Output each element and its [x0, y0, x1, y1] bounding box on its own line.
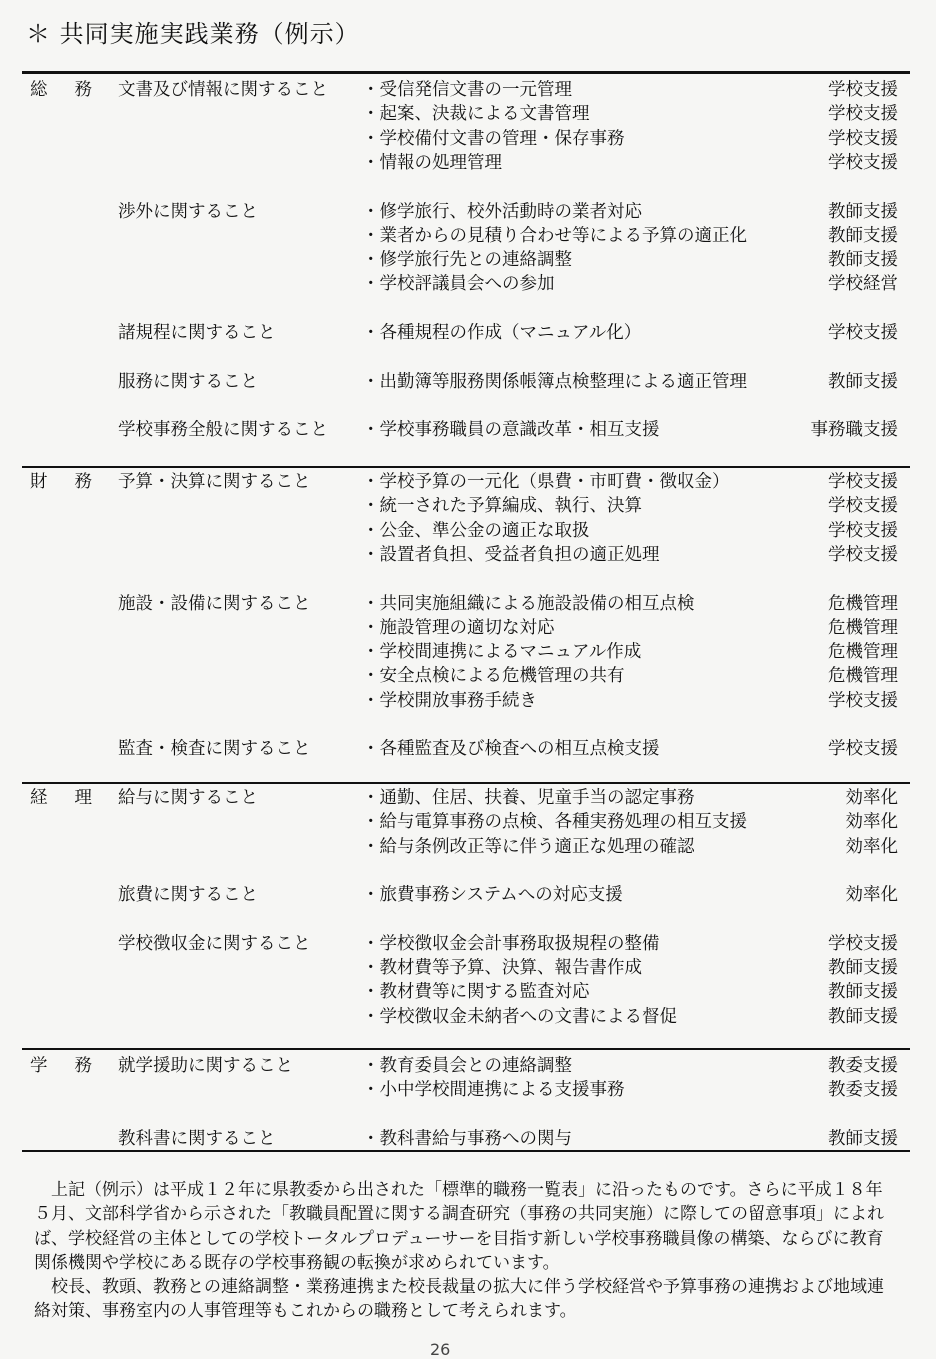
- task-classification: 学校支援: [828, 520, 898, 541]
- section-label-char: 務: [74, 80, 92, 100]
- page-number: 26: [430, 1340, 451, 1359]
- task-classification: 危機管理: [828, 642, 898, 663]
- task-classification: 教委支援: [828, 1056, 898, 1076]
- task-classification: 事務職支援: [810, 420, 898, 441]
- task-item: ・学校徴収金会計事務取扱規程の整備: [362, 933, 660, 954]
- task-classification: 教師支援: [828, 982, 898, 1003]
- task-item: ・公金、準公金の適正な取扱: [362, 520, 590, 541]
- task-classification: 教師支援: [828, 371, 898, 392]
- explanation-text: [34, 1178, 884, 1324]
- task-classification: 危機管理: [828, 617, 898, 638]
- task-classification: 学校支援: [828, 472, 898, 492]
- task-item: ・学校予算の一元化（県費・市町費・徴収金）: [362, 472, 730, 492]
- task-item: ・学校事務職員の意識改革・相互支援: [362, 420, 660, 441]
- group-label: 就学援助に関すること: [118, 1056, 293, 1076]
- table-rule: [22, 782, 910, 784]
- task-item: ・設置者負担、受益者負担の適正処理: [362, 544, 660, 565]
- section-label-char: 総: [30, 80, 48, 100]
- task-item: ・出勤簿等服務関係帳簿点検整理による適正管理: [362, 371, 747, 392]
- task-classification: 教委支援: [828, 1080, 898, 1101]
- task-item: ・給与条例改正等に伴う適正な処理の確認: [362, 836, 695, 857]
- task-item: ・施設管理の適切な対応: [362, 617, 555, 638]
- page-title: ＊ 共同実施実践業務（例示）: [26, 20, 360, 48]
- group-label: 予算・決算に関すること: [118, 472, 311, 492]
- task-item: ・学校間連携によるマニュアル作成: [362, 642, 642, 663]
- table-rule: [22, 71, 910, 74]
- section-label-char: 経: [30, 788, 48, 808]
- section-label: [30, 786, 92, 810]
- task-item: ・業者からの見積り合わせ等による予算の適正化: [362, 225, 747, 246]
- task-item: ・教育委員会との連絡調整: [362, 1056, 572, 1076]
- section-label-char: 務: [74, 1056, 92, 1076]
- task-classification: 教師支援: [828, 225, 898, 246]
- task-classification: 学校支援: [828, 739, 898, 760]
- task-item: ・学校備付文書の管理・保存事務: [362, 128, 625, 149]
- group-label: 旅費に関すること: [118, 885, 258, 906]
- paragraph: 上記（例示）は平成１２年に県教委から出された「標準的職務一覧表」に沿ったものです。さらに平成１８年５月、文部科学省から示された「教職員配置に関する調査研究（事務の共同実施）に際しての留意事項」によれば、学校経営の主体としての学校トータルプロデューサーを目指す新しい学校事務職員像の構築、ならびに教育関係機関や学校にある既存の学校事務観の転換が求められています。: [34, 1180, 884, 1273]
- task-item: ・学校評議員会への参加: [362, 274, 555, 295]
- task-item: ・教科書給与事務への関与: [362, 1128, 572, 1149]
- task-classification: 学校支援: [828, 323, 898, 343]
- task-item: ・起案、決裁による文書管理: [362, 104, 590, 125]
- task-classification: 危機管理: [828, 593, 898, 614]
- group-label: 教科書に関すること: [118, 1128, 276, 1149]
- group-label: 服務に関すること: [118, 371, 258, 392]
- group-label: 施設・設備に関すること: [118, 593, 311, 614]
- task-item: ・受信発信文書の一元管理: [362, 80, 572, 100]
- table-rule: [22, 1048, 910, 1050]
- task-item: ・旅費事務システムへの対応支援: [362, 885, 623, 906]
- task-item: ・各種規程の作成（マニュアル化）: [362, 323, 642, 343]
- task-item: ・教材費等予算、決算、報告書作成: [362, 958, 642, 979]
- section-label: [30, 470, 92, 494]
- paragraph: 校長、教頭、教務との連絡調整・業務連携また校長裁量の拡大に伴う学校経営や予算事務の連携および地域連絡対策、事務室内の人事管理等もこれからの職務として考えられます。: [34, 1277, 884, 1322]
- task-classification: 教師支援: [828, 958, 898, 979]
- group-label: 学校徴収金に関すること: [118, 933, 311, 954]
- section-label-char: 学: [30, 1056, 48, 1076]
- section-label-char: 理: [74, 788, 92, 808]
- group-label: 渉外に関すること: [118, 201, 258, 222]
- task-item: ・修学旅行先との連絡調整: [362, 250, 572, 271]
- task-item: ・共同実施組織による施設設備の相互点検: [362, 593, 695, 614]
- table-rule: [22, 466, 910, 468]
- task-classification: 学校支援: [828, 80, 898, 100]
- task-classification: 危機管理: [828, 666, 898, 687]
- section-label: [30, 1054, 92, 1078]
- section-label: [30, 78, 92, 102]
- task-item: ・統一された予算編成、執行、決算: [362, 496, 642, 517]
- task-classification: 学校支援: [828, 496, 898, 517]
- task-classification: 学校支援: [828, 690, 898, 711]
- task-classification: 効率化: [845, 885, 898, 906]
- task-classification: 学校支援: [828, 128, 898, 149]
- task-classification: 効率化: [845, 812, 898, 833]
- task-item: ・給与電算事務の点検、各種実務処理の相互支援: [362, 812, 747, 833]
- task-classification: 教師支援: [828, 201, 898, 222]
- task-item: ・安全点検による危機管理の共有: [362, 666, 625, 687]
- task-classification: 教師支援: [828, 1128, 898, 1149]
- group-label: 監査・検査に関すること: [118, 739, 311, 760]
- task-classification: 教師支援: [828, 1006, 898, 1027]
- task-classification: 学校支援: [828, 152, 898, 173]
- task-classification: 教師支援: [828, 250, 898, 271]
- task-classification: 学校経営: [828, 274, 898, 295]
- section-label-char: 務: [74, 472, 92, 492]
- task-item: ・修学旅行、校外活動時の業者対応: [362, 201, 642, 222]
- task-classification: 学校支援: [828, 933, 898, 954]
- group-label: 学校事務全般に関すること: [118, 420, 328, 441]
- task-item: ・情報の処理管理: [362, 152, 502, 173]
- task-classification: 効率化: [845, 836, 898, 857]
- task-item: ・通勤、住居、扶養、児童手当の認定事務: [362, 788, 695, 808]
- task-item: ・教材費等に関する監査対応: [362, 982, 590, 1003]
- section-label-char: 財: [30, 472, 48, 492]
- task-classification: 効率化: [845, 788, 898, 808]
- task-item: ・学校開放事務手続き: [362, 690, 537, 711]
- task-classification: 学校支援: [828, 104, 898, 125]
- task-item: ・学校徴収金未納者への文書による督促: [362, 1006, 677, 1027]
- group-label: 文書及び情報に関すること: [118, 80, 328, 100]
- group-label: 給与に関すること: [118, 788, 258, 808]
- group-label: 諸規程に関すること: [118, 323, 276, 343]
- task-item: ・各種監査及び検査への相互点検支援: [362, 739, 660, 760]
- task-classification: 学校支援: [828, 544, 898, 565]
- task-item: ・小中学校間連携による支援事務: [362, 1080, 625, 1101]
